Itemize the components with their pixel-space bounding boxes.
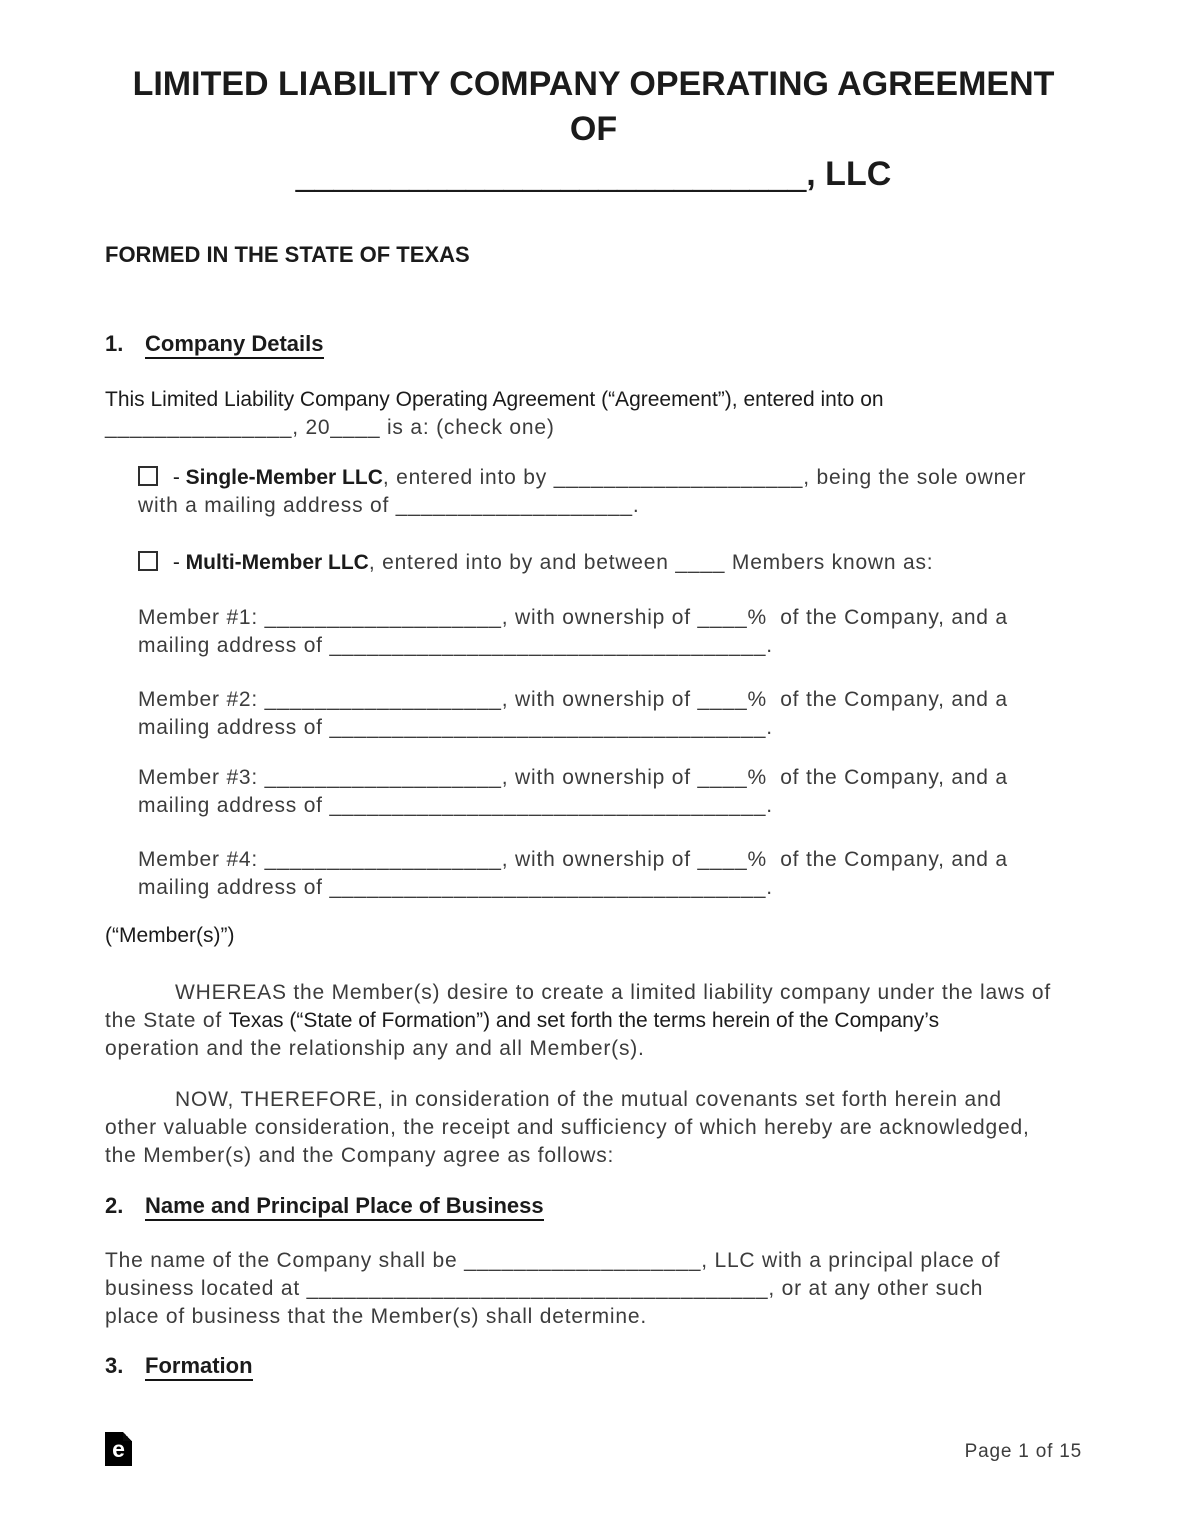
member-3-line-2: mailing address of ___________________________________. <box>138 794 773 817</box>
option-dash: - <box>167 466 186 489</box>
logo-letter: e <box>112 1436 125 1462</box>
multi-member-option <box>105 549 1082 577</box>
section-number-1: 1. <box>105 331 124 356</box>
single-member-label: Single-Member LLC <box>185 466 383 489</box>
member-2-block <box>105 686 1082 742</box>
section-heading-1 <box>105 330 1082 358</box>
company-name-blank: ___________________________ <box>295 155 807 193</box>
name-place-line-3: place of business that the Member(s) shall determine. <box>105 1305 647 1328</box>
single-member-option <box>105 464 1082 520</box>
multi-member-text: , entered into by and between ____ Members known as: <box>368 551 934 574</box>
whereas-line-3: operation and the relationship any and all Member(s). <box>105 1037 645 1060</box>
section-title-2: Name and Principal Place of Business <box>145 1193 544 1221</box>
whereas-line-2 <box>105 1007 1082 1035</box>
single-member-line-1 <box>138 464 1082 492</box>
page-number: Page 1 of 15 <box>964 1441 1082 1462</box>
section-title-3: Formation <box>145 1353 253 1381</box>
multi-member-line-1 <box>138 549 1082 577</box>
whereas-line-1: WHEREAS the Member(s) desire to create a limited liability company under the laws of <box>175 981 1052 1004</box>
member-2-line-2: mailing address of ___________________________________. <box>138 716 773 739</box>
member-4-line-1: Member #4: ___________________, with ownership of ____% of the Company, and a <box>138 848 1008 871</box>
option-dash: - <box>167 551 186 574</box>
member-4-line-2: mailing address of ___________________________________. <box>138 876 773 899</box>
name-place-paragraph <box>105 1247 1082 1331</box>
member-2-line-1: Member #2: ___________________, with ownership of ____% of the Company, and a <box>138 688 1008 711</box>
member-1-line-1: Member #1: ___________________, with ownership of ____% of the Company, and a <box>138 606 1008 629</box>
now-line-3: the Member(s) and the Company agree as follows: <box>105 1144 615 1167</box>
section-title-1: Company Details <box>145 331 324 359</box>
name-place-line-1: The name of the Company shall be ___________________, LLC with a principal place of <box>105 1249 1001 1272</box>
single-member-text: , entered into by ____________________, being the sole owner <box>382 466 1027 489</box>
intro-line-1: This Limited Liability Company Operating Agreement (“Agreement”), entered into on <box>105 388 884 411</box>
intro-line-2: _______________, 20____ is a: (check one) <box>105 416 555 439</box>
now-line-1: NOW, THEREFORE, in consideration of the mutual covenants set forth herein and <box>175 1088 1002 1111</box>
member-1-line-2: mailing address of ___________________________________. <box>138 634 773 657</box>
now-therefore-paragraph <box>105 1086 1082 1170</box>
now-line-2: other valuable consideration, the receipt and sufficiency of which hereby are acknowledged, <box>105 1116 1030 1139</box>
eforms-logo <box>105 1432 132 1466</box>
section-heading-3 <box>105 1352 1082 1380</box>
member-3-block <box>105 764 1082 820</box>
member-1-block <box>105 604 1082 660</box>
document-title-line1: LIMITED LIABILITY COMPANY OPERATING AGREEMENT <box>132 65 1055 103</box>
multi-member-checkbox[interactable] <box>138 551 158 571</box>
whereas-line-2-light: the State of <box>105 1009 229 1032</box>
section-heading-2 <box>105 1192 1082 1220</box>
name-place-line-2: business located at _____________________________________, or at any other such <box>105 1277 984 1300</box>
section-number-2: 2. <box>105 1193 124 1218</box>
single-member-checkbox[interactable] <box>138 466 158 486</box>
intro-paragraph <box>105 386 1082 442</box>
member-3-line-1: Member #3: ___________________, with ownership of ____% of the Company, and a <box>138 766 1008 789</box>
members-defined-label: (“Member(s)”) <box>105 924 235 947</box>
document-title-line2: OF <box>569 110 618 148</box>
single-member-line-2: with a mailing address of ___________________. <box>138 494 640 517</box>
whereas-line-2-regular: Texas (“State of Formation”) and set forth the terms herein of the Company’s <box>228 1009 940 1032</box>
multi-member-label: Multi-Member LLC <box>185 551 369 574</box>
company-name-line <box>105 152 1082 197</box>
member-4-block <box>105 846 1082 902</box>
llc-suffix: , LLC <box>806 155 892 193</box>
section-number-3: 3. <box>105 1353 124 1378</box>
formed-state-heading: FORMED IN THE STATE OF TEXAS <box>105 242 470 267</box>
whereas-paragraph <box>105 979 1082 1063</box>
